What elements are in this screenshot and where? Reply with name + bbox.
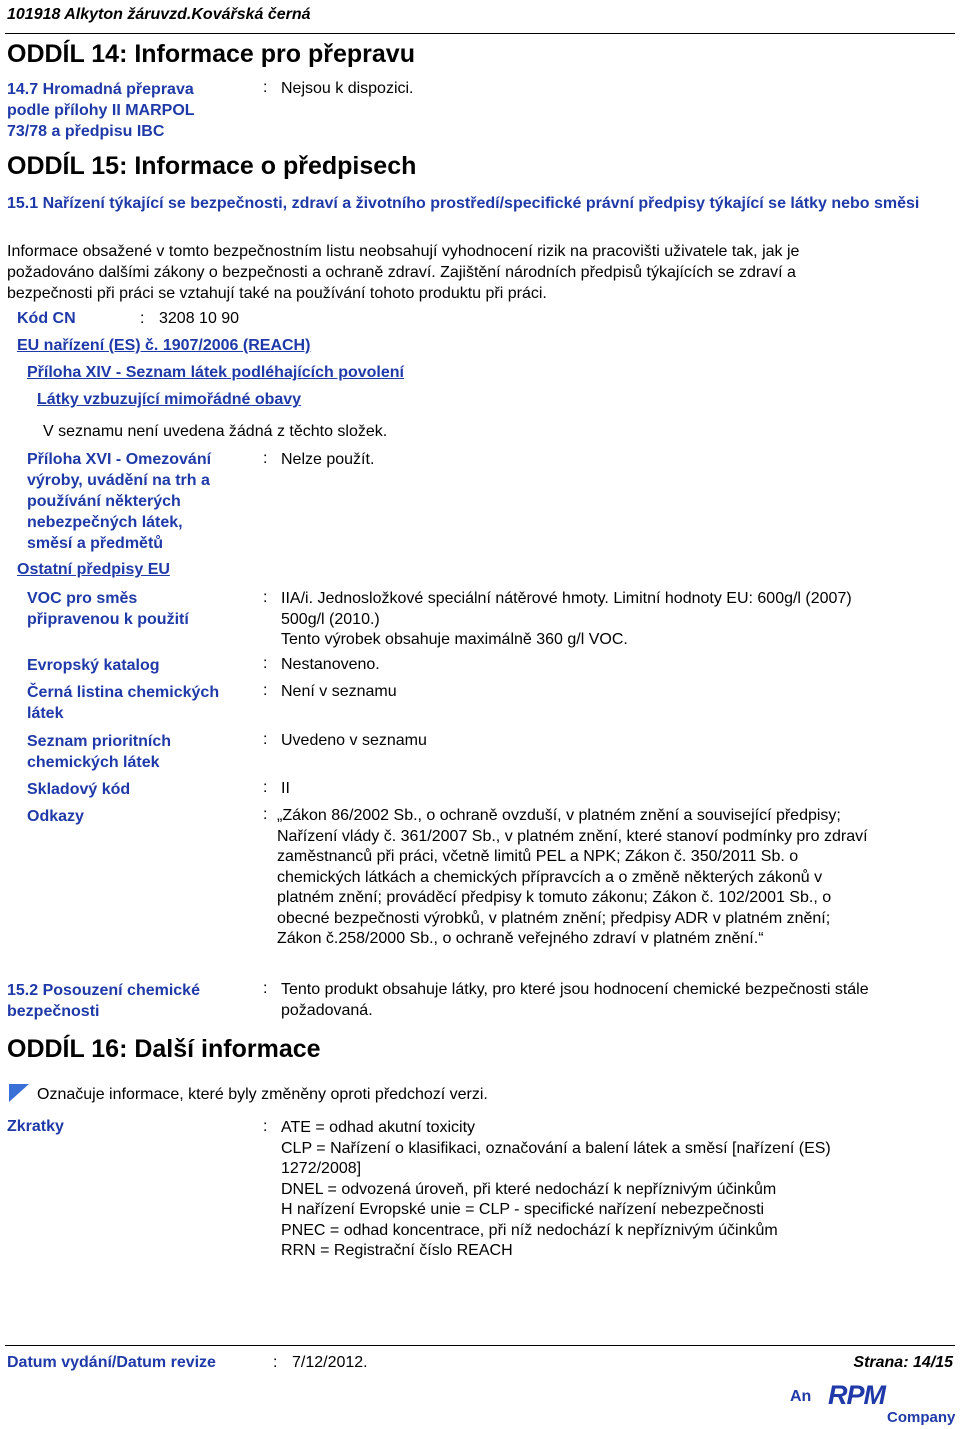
issue-date-colon: :	[273, 1354, 278, 1371]
european-catalog-label: Evropský katalog	[27, 657, 160, 674]
references-value: „Zákon 86/2002 Sb., o ochraně ovzduší, v platném znění a související předpisy; Nařízení vlády č. 361/2007 Sb., v platném znění, které stanoví podmínky pro zdraví zaměstnanců při práci, včetně limitů PEL a NPK; Zákon č. 350/2011 Sb. o chemických látkách a chemických přípravcích a o změně některých zákonů v platném znění; prováděcí předpisy k tomuto zákonu; Zákon č. 102/2001 Sb., o obecné bezpečnosti výrobků, v platném znění; předpisy ADR v platném znění; Zákon č.258/2000 Sb., o ochraně veřejného zdraví v platném znění.“	[277, 807, 868, 947]
eu-reach-heading: EU nařízení (ES) č. 1907/2006 (REACH)	[17, 337, 311, 354]
european-catalog-value: Nestanoveno.	[281, 656, 380, 673]
product-header: 101918 Alkyton žáruvzd.Kovářská černá	[7, 6, 311, 23]
rpm-logo: An RPM Company	[790, 1380, 956, 1426]
abbreviations-colon: :	[263, 1118, 268, 1135]
changed-marker-icon	[9, 1084, 29, 1102]
references-label: Odkazy	[27, 808, 84, 825]
footer-divider	[5, 1345, 955, 1346]
annex-xiv-heading: Příloha XIV - Seznam látek podléhajících povolení	[27, 364, 404, 381]
abbreviations-label: Zkratky	[7, 1118, 64, 1135]
header-divider	[5, 33, 955, 34]
page-number: Strana: 14/15	[853, 1354, 953, 1371]
other-eu-heading: Ostatní předpisy EU	[17, 561, 170, 578]
annex-xvii-colon: :	[263, 450, 268, 467]
blacklist-colon: :	[263, 682, 268, 699]
cn-code-value: 3208 10 90	[159, 310, 240, 327]
issue-date-value: 7/12/2012.	[292, 1354, 368, 1371]
marpol-value: Nejsou k dispozici.	[281, 80, 414, 97]
svhc-note: V seznamu není uvedena žádná z těchto složek.	[43, 423, 388, 440]
cn-code-colon: :	[140, 310, 145, 327]
storage-code-value: II	[281, 780, 290, 797]
issue-date-label: Datum vydání/Datum revize	[7, 1354, 216, 1371]
european-catalog-colon: :	[263, 655, 268, 672]
blacklist-value: Není v seznamu	[281, 683, 397, 700]
section-14-title: ODDÍL 14: Informace pro přepravu	[7, 40, 415, 68]
changed-note: Označuje informace, které byly změněny oproti předchozí verzi.	[37, 1086, 488, 1103]
voc-label: VOC pro směs připravenou k použití	[27, 590, 189, 628]
voc-value: IIA/i. Jednosložkové speciální nátěrové hmoty. Limitní hodnoty EU: 600g/l (2007) 500g/l (2010.) Tento výrobek obsahuje maximálně 360 g/l VOC.	[281, 590, 852, 648]
section-15-1-heading: 15.1 Nařízení týkající se bezpečnosti, zdraví a životního prostředí/specifické právní předpisy týkající se látky nebo směsi	[7, 195, 920, 212]
blacklist-label: Černá listina chemických látek	[27, 684, 220, 722]
voc-colon: :	[263, 589, 268, 606]
marpol-colon: :	[263, 79, 268, 96]
csa-label: 15.2 Posouzení chemické bezpečnosti	[7, 982, 200, 1020]
svhc-heading: Látky vzbuzující mimořádné obavy	[37, 391, 302, 408]
marpol-label: 14.7 Hromadná přeprava podle přílohy II MARPOL 73/78 a předpisu IBC	[7, 81, 195, 140]
references-colon: :	[263, 806, 268, 823]
storage-code-label: Skladový kód	[27, 781, 131, 798]
csa-value: Tento produkt obsahuje látky, pro které jsou hodnocení chemické bezpečnosti stále požadovaná.	[281, 981, 869, 1019]
annex-xvii-label: Příloha XVI - Omezování výroby, uvádění na trh a používání některých nebezpečných látek, směsí a předmětů	[27, 451, 212, 552]
section-16-title: ODDÍL 16: Další informace	[7, 1035, 321, 1063]
priority-list-colon: :	[263, 731, 268, 748]
section-15-paragraph: Informace obsažené v tomto bezpečnostním listu neobsahují vyhodnocení rizik na pracovišti uživatele tak, jak je požadováno dalšími zákony o bezpečnosti a ochraně zdraví. Zajištění národních předpisů týkajících se zdraví a bezpečnosti při práci se vztahují také na používání tohoto produktu při práci.	[7, 243, 800, 302]
priority-list-value: Uvedeno v seznamu	[281, 732, 427, 749]
annex-xvii-value: Nelze použít.	[281, 451, 375, 468]
storage-code-colon: :	[263, 779, 268, 796]
cn-code-label: Kód CN	[17, 310, 76, 327]
priority-list-label: Seznam prioritních chemických látek	[27, 733, 172, 771]
abbreviations-value: ATE = odhad akutní toxicity CLP = Nařízení o klasifikaci, označování a balení látek a směsí [nařízení (ES) 1272/2008] DNEL = odvozená úroveň, při které nedochází k nepříznivým účinkům H nařízení Evropské unie = CLP - specifické nařízení nebezpečnosti PNEC = odhad koncentrace, při níž nedochází k nepříznivým účinkům RRN = Registrační číslo REACH	[281, 1119, 831, 1259]
section-15-title: ODDÍL 15: Informace o předpisech	[7, 152, 417, 180]
csa-colon: :	[263, 980, 268, 997]
